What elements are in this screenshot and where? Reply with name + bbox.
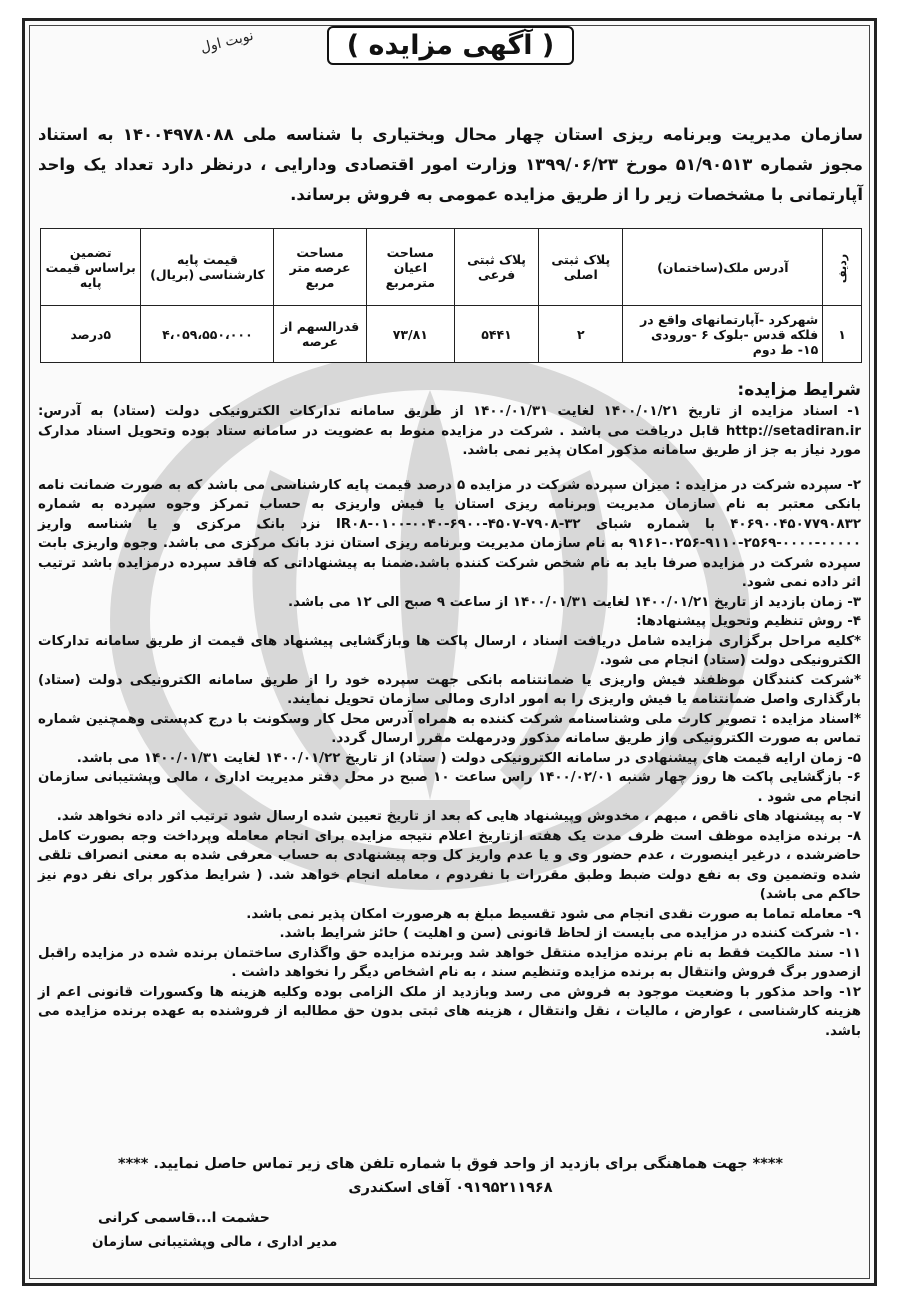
condition-11: ۱۱- سند مالکیت فقط به نام برنده مزایده منتقل خواهد شد وبرنده مزایده حق واگذاری ساختمان برنده شده در مزایده راقبل ازصدور برگ فروش وانتقال به برنده مزایده وتنظیم سند ، به نام اشخاص دیگر را نخواهد داشت . xyxy=(38,945,861,980)
contact-line: **** جهت هماهنگی برای بازدید از واحد فوق با شماره تلفن های زیر تماس حاصل نمایید. **** xyxy=(118,1156,783,1172)
condition-4b: *شرکت کنندگان موظفند فیش واریزی یا ضمانتنامه بانکی جهت سپرده خود را از طریق سامانه الکترونیکی دولت (ستاد) بارگذاری واصل ضمانتنامه یا فیش واریزی را به امور اداری ومالی سازمان تحویل نمایند. xyxy=(38,672,861,707)
table-header-row xyxy=(41,229,862,306)
table-row xyxy=(41,306,862,363)
signature-title: مدیر اداری ، مالی وپشتیبانی سازمان xyxy=(92,1234,338,1250)
condition-1: ۱- اسناد مزایده از تاریخ ۱۴۰۰/۰۱/۲۱ لغایت ۱۴۰۰/۰۱/۳۱ از طریق سامانه تدارکات الکترونیکی دولت (ستاد) به آدرس: http://setadiran.ir قابل دریافت می باشد . شرکت در مزایده منوط به عضویت در سامانه ستاد بوده وتحویل اسناد مدارک مورد نیاز به جز از طریق سامانه مذکور امکان پذیر نمی باشد. xyxy=(38,404,861,458)
cell-pelak-fari: ۵۴۴۱ xyxy=(454,306,538,363)
condition-5: ۵- زمان ارایه قیمت های پیشنهادی در سامانه الکترونیکی دولت ( ستاد) از تاریخ ۱۴۰۰/۰۱/۲۲ لغایت ۱۴۰۰/۰۱/۳۱ می باشد. xyxy=(76,750,861,766)
th-gheymat: قیمت پایه کارشناسی (بریال) xyxy=(141,229,274,306)
conditions-title: شرایط مزایده: xyxy=(737,380,861,400)
nobat-label: نوبت اول xyxy=(198,27,256,57)
conditions-list xyxy=(38,402,861,1041)
condition-3: ۳- زمان بازدید از تاریخ ۱۴۰۰/۰۱/۲۱ لغایت ۱۴۰۰/۰۱/۳۱ از ساعت ۹ صبح الی ۱۲ می باشد. xyxy=(288,594,861,610)
cell-gheymat: ۴،۰۵۹،۵۵۰،۰۰۰ xyxy=(141,306,274,363)
page-title: ( آگهی مزایده ) xyxy=(327,26,574,65)
th-masahat-arse: مساحت عرصه متر مربع xyxy=(274,229,366,306)
th-radif: ردیف xyxy=(823,229,862,306)
cell-masahat-ayan: ۷۳/۸۱ xyxy=(366,306,454,363)
condition-2: ۲- سپرده شرکت در مزایده : میزان سپرده شرکت در مزایده ۵ درصد قیمت پایه کارشناسی می باشد که به صورت ضمانت نامه بانکی معتبر به نام سازمان مدیریت وبرنامه ریزی استان یا فیش واریزی به حساب تمرکز وجوه سپرده به شماره ۴۰۶۹۰۰۴۵۰۷۷۹۰۸۳۲ با شماره شبای IR۰۸-۰۱۰۰-۰۰۴۰-۶۹۰۰-۴۵۰۷-۷۹۰۸-۳۲ نزد بانک مرکزی و یا شناسه واریز ۰۰۰۰۰-۰۰۰۰-۲۵۶۹-۹۱۱۰-۰۲۵۶-۹۱۶۱ به نام سازمان مدیریت وبرنامه ریزی استان نزد بانک مرکزی می باشد. وجوه واریزی بابت سپرده شرکت در مزایده صرفا باید به نام شخص شرکت کننده باشد.ضمنا به پیشنهاداتی که فاقد سپرده درمزایده باشد ترتیب اثر داده نمی شود. xyxy=(38,477,861,590)
condition-4c: *اسناد مزایده : تصویر کارت ملی وشناسنامه شرکت کننده به همراه آدرس محل کار وسکونت با درج کدپستی وهمچنین شماره تماس به صورت الکترونیکی واز طریق سامانه مذکور ودرمهلت مقرر ارسال گردد. xyxy=(38,711,861,746)
title-wrap xyxy=(0,26,901,65)
intro-paragraph: سازمان مدیریت وبرنامه ریزی استان چهار محال وبختیاری با شناسه ملی ۱۴۰۰۴۹۷۸۰۸۸ به استناد مجوز شماره ۵۱/۹۰۵۱۳ مورخ ۱۳۹۹/۰۶/۲۳ وزارت امور اقتصادی ودارایی ، درنظر دارد تعداد یک واحد آپارتمانی با مشخصات زیر را از طریق مزایده عمومی به فروش برساند. xyxy=(38,125,863,204)
th-pelak-asli: پلاک ثبتی اصلی xyxy=(539,229,623,306)
cell-masahat-arse: قدرالسهم از عرصه xyxy=(274,306,366,363)
condition-6: ۶- بازگشایی پاکت ها روز چهار شنبه ۱۴۰۰/۰۲/۰۱ راس ساعت ۱۰ صبح در محل دفتر مدیریت اداری ، مالی وپشتیبانی سازمان انجام می شود . xyxy=(38,770,861,805)
cell-radif: ۱ xyxy=(823,306,862,363)
cell-address: شهرکرد -آپارتمانهای واقع در فلکه قدس -بلوک ۶ -ورودی ۱۵- ط دوم xyxy=(623,306,823,363)
th-zemanat: تضمین براساس قیمت پایه xyxy=(41,229,141,306)
contact-phone: ۰۹۱۹۵۲۱۱۹۶۸ آقای اسکندری xyxy=(348,1180,553,1196)
condition-12: ۱۲- واحد مذکور با وضعیت موجود به فروش می رسد وبازدید از ملک الزامی بوده وکلیه هزینه ها وکسورات قانونی اعم از هزینه کارشناسی ، عوارض ، مالیات ، نقل وانتقال ، هزینه های ثبتی بدون حق مطالبه از فروشنده به عهده برنده مزایده می باشد. xyxy=(38,984,861,1039)
condition-7: ۷- به پیشنهاد های ناقص ، مبهم ، مخدوش وپیشنهاد هایی که بعد از تاریخ تعیین شده ارسال شود ترتیب اثر داده نخواهد شد. xyxy=(56,809,861,824)
condition-10: ۱۰- شرکت کننده در مزایده می بایست از لحاظ قانونی (سن و اهلیت ) حائز شرایط باشد. xyxy=(279,926,861,941)
cell-pelak-asli: ۲ xyxy=(539,306,623,363)
condition-8: ۸- برنده مزایده موظف است ظرف مدت یک هفته ازتاریخ اعلام نتیجه مزایده برای انجام معامله وپرداخت وجه بصورت کامل حاضرشده ، درغیر اینصورت ، عدم حضور وی و یا عدم واریز کل وجه پیشنهادی به حساب معرفی شده به معنی انصراف تلقی شده وتضمین وی به نفع دولت ضبط وطبق مقررات با نفردوم ، معامله انجام خواهد شد. ( شرایط مذکور برای نفر دوم نیز حاکم می باشد) xyxy=(38,828,861,902)
th-masahat-ayan: مساحت اعیان مترمربع xyxy=(366,229,454,306)
setadiran-link[interactable]: http://setadiran.ir xyxy=(725,423,861,439)
contact-block xyxy=(0,1156,901,1196)
th-pelak-fari: پلاک ثبتی فرعی xyxy=(454,229,538,306)
signature-name: حشمت ا...قاسمی کرانی xyxy=(98,1210,270,1226)
cell-zemanat: ۵درصد xyxy=(41,306,141,363)
condition-9: ۹- معامله تماما به صورت نقدی انجام می شود تقسیط مبلغ به هرصورت امکان پذیر نمی باشد. xyxy=(246,906,861,922)
condition-4: ۴- روش تنظیم وتحویل پیشنهادها: xyxy=(636,614,861,629)
th-address: آدرس ملک(ساختمان) xyxy=(623,229,823,306)
property-table xyxy=(40,228,862,363)
condition-4a: *کلیه مراحل برگزاری مزایده شامل دریافت اسناد ، ارسال پاکت ها وبازگشایی پیشنهاد های قیمت از طریق سامانه تدارکات الکترونیکی دولت (ستاد) انجام می شود. xyxy=(38,633,861,668)
